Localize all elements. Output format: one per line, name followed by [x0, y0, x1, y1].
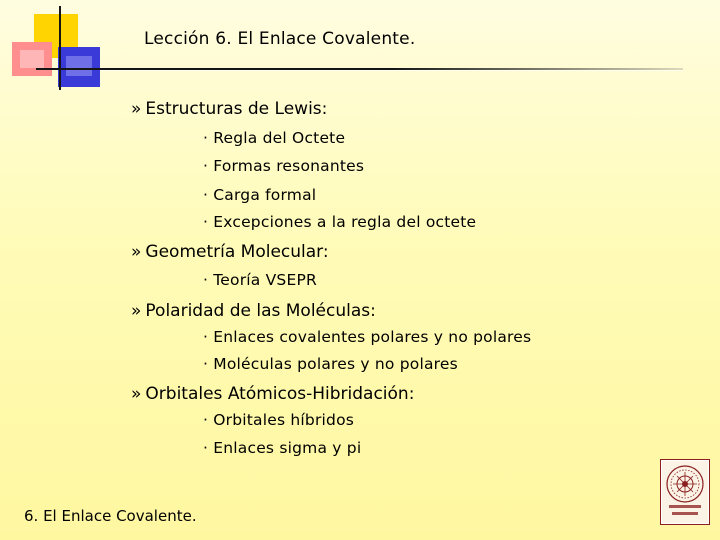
- list-item: · Formas resonantes: [203, 157, 365, 175]
- slide-title: Lección 6. El Enlace Covalente.: [144, 29, 416, 49]
- section-bullet: »: [131, 242, 142, 262]
- list-item: · Excepciones a la regla del octete: [203, 213, 477, 231]
- section-heading-polarity: [131, 301, 376, 321]
- section-label: Estructuras de Lewis:: [145, 99, 328, 119]
- list-item: · Enlaces covalentes polares y no polares: [203, 328, 532, 346]
- decor-vertical-line: [59, 6, 61, 90]
- section-label: Orbitales Atómicos-Hibridación:: [145, 384, 415, 404]
- section-bullet: »: [131, 99, 142, 119]
- section-heading-geometry: [131, 242, 329, 262]
- list-item: · Teoría VSEPR: [203, 271, 317, 289]
- decor-red-square-inner: [20, 50, 44, 68]
- list-item: · Enlaces sigma y pi: [203, 439, 362, 457]
- list-item: · Orbitales híbridos: [203, 411, 355, 429]
- title-underline-highlight: [100, 70, 683, 71]
- list-item: · Regla del Octete: [203, 129, 346, 147]
- section-label: Geometría Molecular:: [145, 242, 329, 262]
- section-label: Polaridad de las Moléculas:: [145, 301, 376, 321]
- list-item: · Moléculas polares y no polares: [203, 355, 458, 373]
- section-bullet: »: [131, 301, 142, 321]
- section-heading-lewis: [131, 99, 327, 119]
- decor-blue-square-inner: [66, 56, 92, 76]
- footer-text: 6. El Enlace Covalente.: [24, 507, 197, 525]
- university-seal-icon: [660, 459, 710, 525]
- section-heading-orbitals: [131, 384, 414, 404]
- section-bullet: »: [131, 384, 142, 404]
- list-item: · Carga formal: [203, 186, 317, 204]
